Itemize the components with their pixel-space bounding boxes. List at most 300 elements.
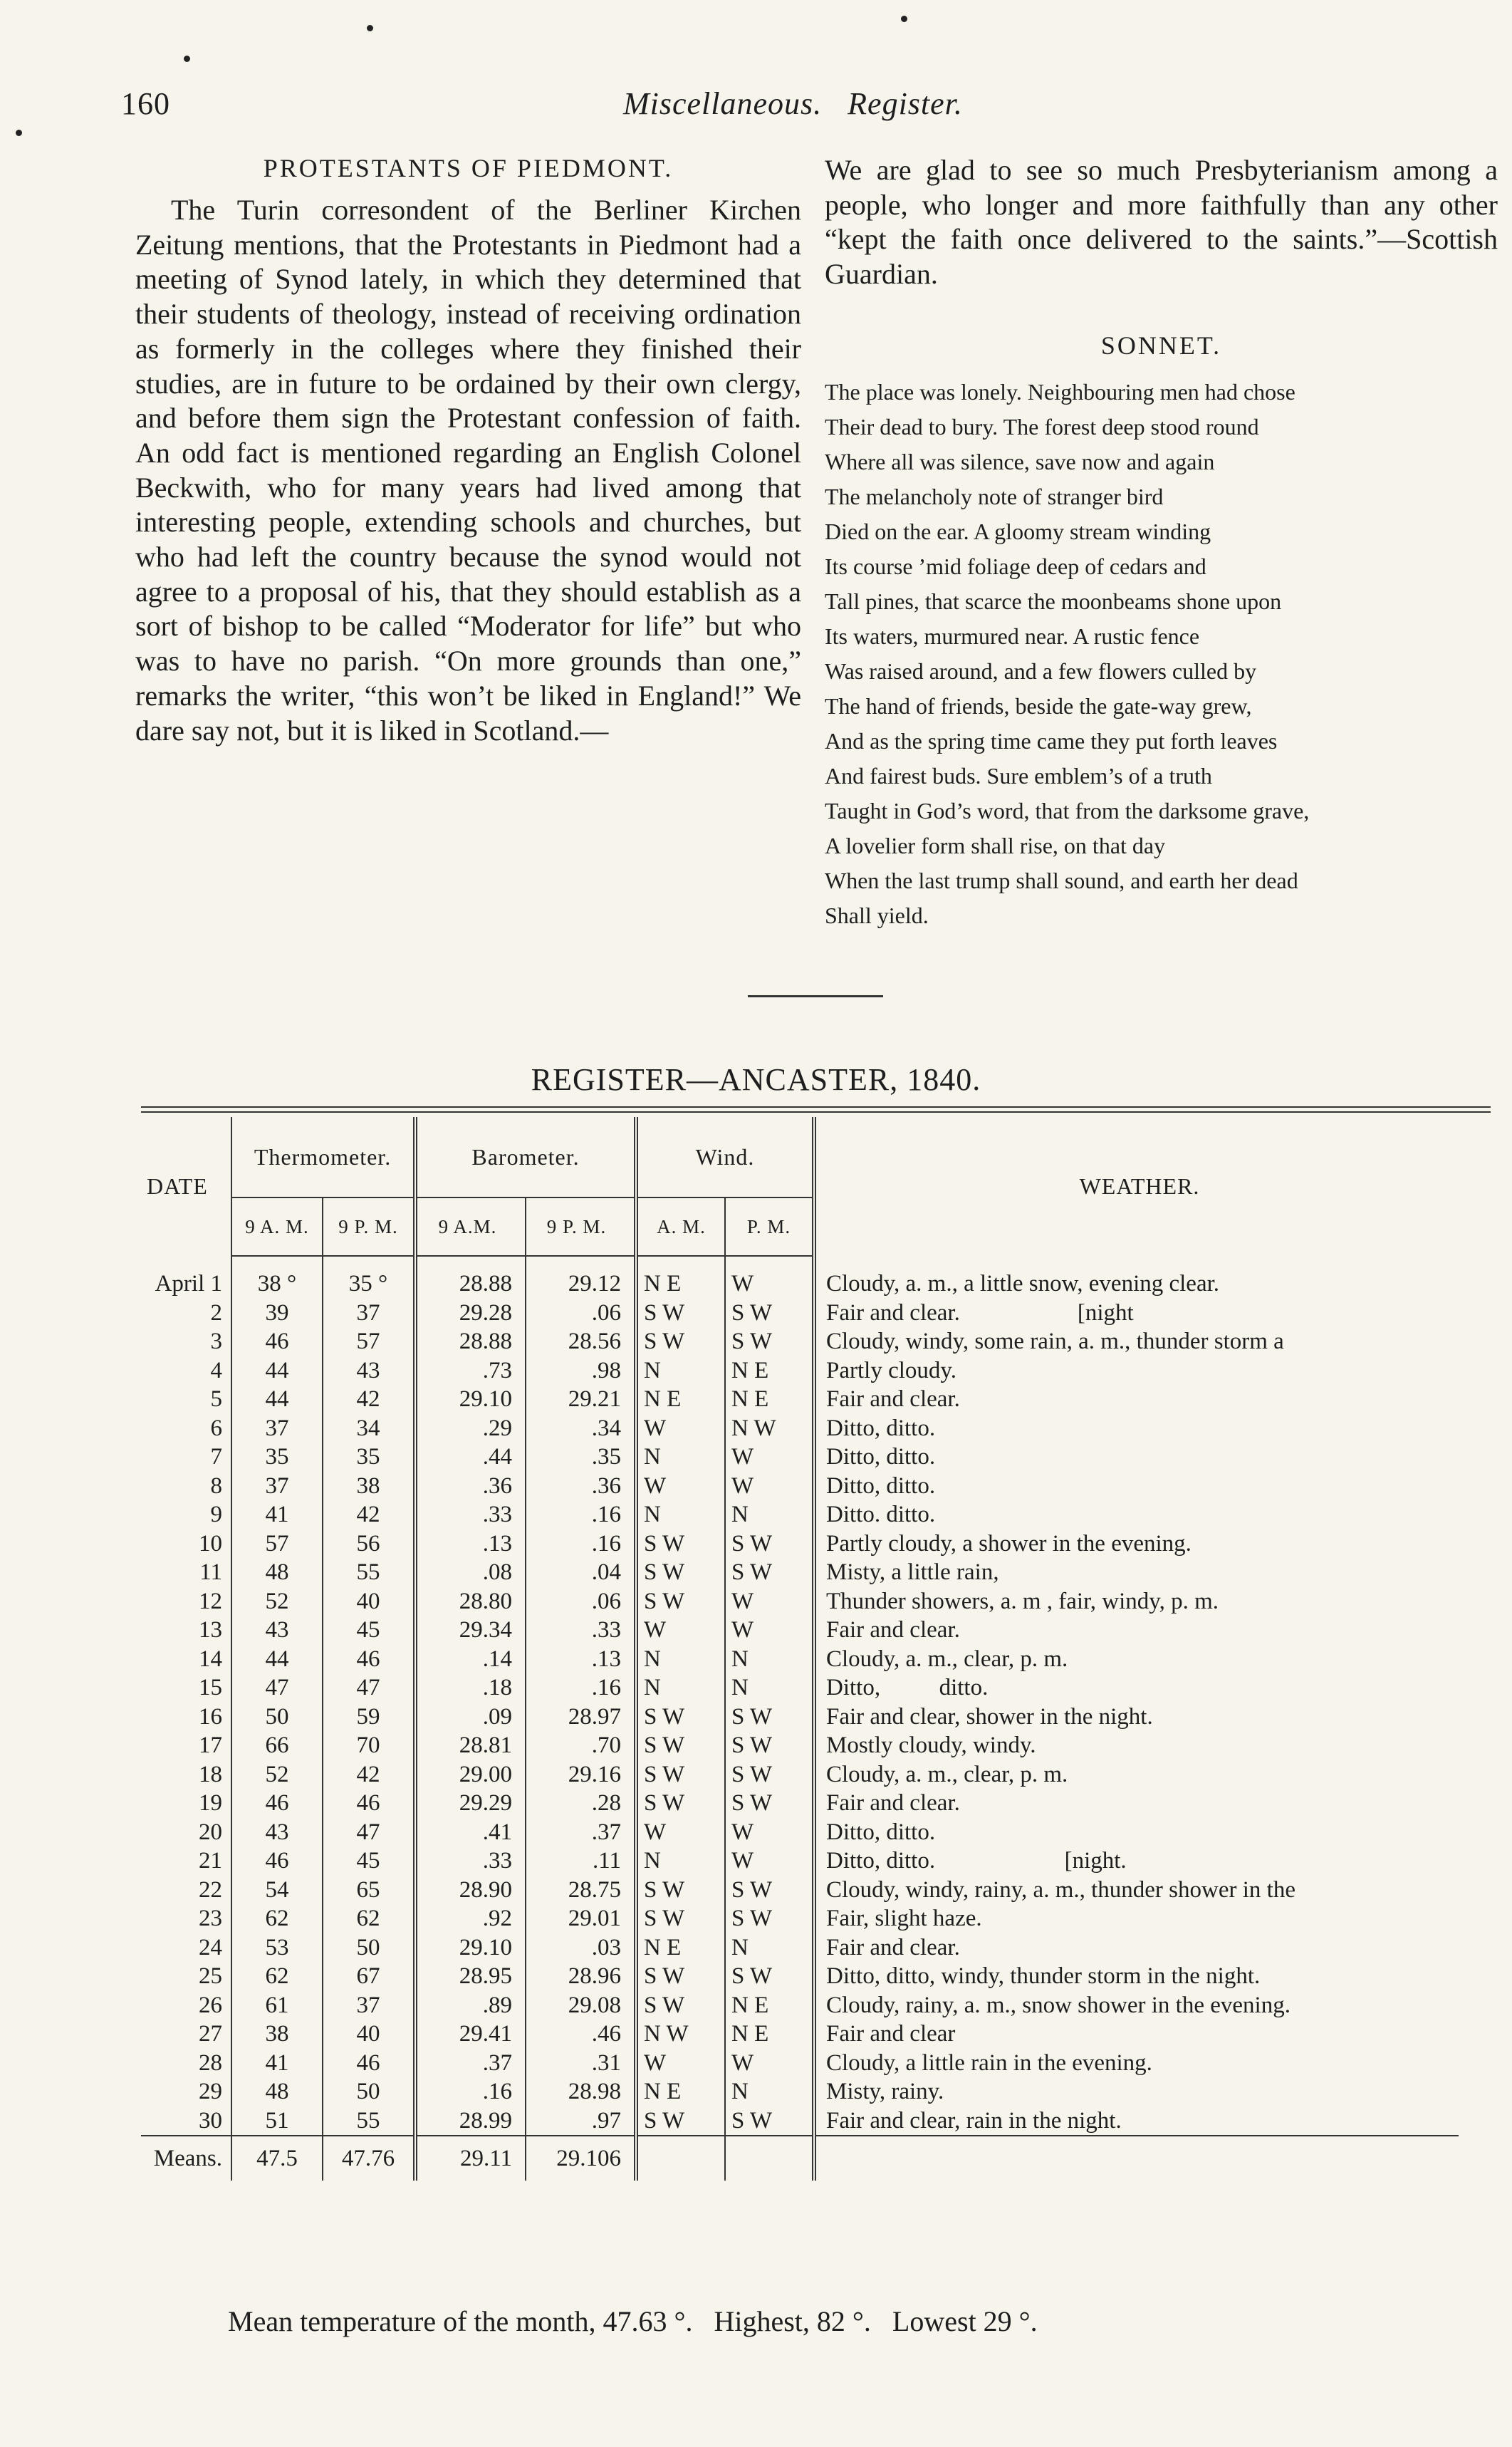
table-row — [141, 1500, 1459, 1529]
running-head-register: Register. — [848, 86, 963, 121]
row-wind-pm: N — [725, 1500, 814, 1529]
row-baro-pm: .37 — [526, 1818, 636, 1847]
row-date: 4 — [210, 1357, 222, 1383]
table-row — [141, 1962, 1459, 1991]
row-therm-am: 48 — [231, 2077, 323, 2106]
row-therm-pm: 55 — [323, 2106, 415, 2136]
row-baro-am: 29.34 — [415, 1616, 526, 1645]
row-baro-pm: .97 — [526, 2106, 636, 2136]
row-wind-pm: W — [725, 1256, 814, 1299]
row-wind-pm: W — [725, 1587, 814, 1616]
row-therm-am: 50 — [231, 1703, 323, 1732]
row-baro-pm: .31 — [526, 2049, 636, 2078]
row-therm-pm: 46 — [323, 1789, 415, 1818]
row-baro-pm: .33 — [526, 1616, 636, 1645]
table-row — [141, 1558, 1459, 1587]
row-therm-pm: 65 — [323, 1876, 415, 1905]
row-baro-pm: .70 — [526, 1731, 636, 1760]
row-date: 12 — [199, 1588, 222, 1614]
row-baro-pm: 29.21 — [526, 1385, 636, 1414]
sonnet-line: A lovelier form shall rise, on that day — [825, 832, 1166, 858]
row-weather: Partly cloudy. — [814, 1356, 1459, 1386]
sonnet-line: And fairest buds. Sure emblem’s of a truth — [825, 762, 1212, 789]
row-wind-am: S W — [636, 1327, 725, 1356]
row-baro-am: 28.81 — [415, 1731, 526, 1760]
row-therm-am: 52 — [231, 1760, 323, 1789]
page-header — [121, 85, 1496, 135]
row-weather: Cloudy, windy, some rain, a. m., thunder storm a — [814, 1327, 1459, 1356]
row-wind-am: S W — [636, 1904, 725, 1933]
row-weather: Cloudy, a little rain in the evening. — [814, 2049, 1459, 2078]
row-wind-am: S W — [636, 1587, 725, 1616]
row-wind-pm: S W — [725, 2106, 814, 2136]
row-date: 8 — [210, 1472, 222, 1499]
sonnet-line: Its waters, murmured near. A rustic fence — [825, 623, 1200, 649]
row-date: 26 — [199, 1992, 222, 2018]
row-baro-pm: .28 — [526, 1789, 636, 1818]
row-therm-pm: 70 — [323, 1731, 415, 1760]
row-therm-am: 48 — [231, 1558, 323, 1587]
row-wind-am: W — [636, 1818, 725, 1847]
row-wind-pm: N — [725, 1645, 814, 1674]
row-wind-am: N — [636, 1356, 725, 1386]
row-weather: Ditto, ditto, windy, thunder storm in the night. — [814, 1962, 1459, 1991]
row-therm-pm: 47 — [323, 1818, 415, 1847]
row-therm-pm: 37 — [323, 1299, 415, 1328]
lowest-temperature: Lowest 29 °. — [892, 2305, 1038, 2337]
article-paragraph-continued: We are glad to see so much Presbyterianism among a people, who longer and more faithfully than any other “kept the faith once delivered to the saints.”—Scottish Guardian. — [825, 154, 1498, 291]
row-wind-pm: S W — [725, 1876, 814, 1905]
row-weather: Fair and clear. — [814, 1933, 1459, 1963]
sonnet-body — [825, 375, 1498, 933]
table-row — [141, 1876, 1459, 1905]
sonnet-line: Was raised around, and a few flowers culled by — [825, 658, 1257, 684]
sonnet-line: Its course ’mid foliage deep of cedars and — [825, 553, 1206, 579]
row-baro-pm: .04 — [526, 1558, 636, 1587]
row-baro-am: .33 — [415, 1846, 526, 1876]
row-therm-am: 46 — [231, 1846, 323, 1876]
row-wind-am: N E — [636, 1256, 725, 1299]
table-row — [141, 1587, 1459, 1616]
table-row — [141, 1789, 1459, 1818]
article-paragraph: The Turin corresondent of the Berliner Kirchen Zeitung mentions, that the Protestants in Piedmont had a meeting of Synod lately, in which they determined that their students of theology, instead of receiving ordination as formerly in the colleges where they finished their studies, are in future to be ordained by their own clergy, and before them sign the Protestant confession of faith. An odd fact is mentioned regarding an English Colonel Beckwith, who for many years had lived among that interesting people, extending schools and churches, but who had left the country because the synod would not agree to a proposal of his, that they should establish as a sort of bishop to be called “Moderator for life” but who was to have no parish. “On more grounds than one,” remarks the writer, “this won’t be liked in England!” We dare say not, but it is liked in Scotland.— — [135, 194, 801, 747]
row-baro-am: .14 — [415, 1645, 526, 1674]
row-wind-am: S W — [636, 1789, 725, 1818]
row-wind-pm: S W — [725, 1703, 814, 1732]
row-weather: Cloudy, a. m., clear, p. m. — [814, 1645, 1459, 1674]
table-row — [141, 1731, 1459, 1760]
row-wind-am: S W — [636, 1760, 725, 1789]
print-speck — [367, 25, 373, 31]
sonnet-line: Taught in God’s word, that from the darksome grave, — [825, 797, 1310, 824]
row-wind-pm: W — [725, 1616, 814, 1645]
row-date: 20 — [199, 1819, 222, 1845]
sonnet-title: SONNET. — [1100, 331, 1222, 360]
row-wind-am: W — [636, 2049, 725, 2078]
row-therm-pm: 59 — [323, 1703, 415, 1732]
row-weather: Ditto, ditto. — [814, 1414, 1459, 1443]
row-therm-pm: 50 — [323, 2077, 415, 2106]
row-baro-am: 28.99 — [415, 2106, 526, 2136]
column-header-wind: Wind. — [636, 1117, 814, 1197]
row-baro-pm: 29.08 — [526, 1991, 636, 2020]
row-baro-am: 28.80 — [415, 1587, 526, 1616]
row-therm-am: 37 — [231, 1472, 323, 1501]
row-date: 24 — [199, 1934, 222, 1960]
row-baro-pm: 28.75 — [526, 1876, 636, 1905]
row-date: 18 — [199, 1761, 222, 1787]
table-row — [141, 1299, 1459, 1328]
row-date: 19 — [199, 1790, 222, 1816]
row-weather: Fair and clear, rain in the night. — [814, 2106, 1459, 2136]
row-date: 5 — [210, 1386, 222, 1412]
row-weather: Fair and clear. — [814, 1789, 1459, 1818]
row-wind-am: N W — [636, 2020, 725, 2049]
table-row — [141, 1256, 1459, 1299]
row-baro-pm: 28.56 — [526, 1327, 636, 1356]
row-date: 25 — [199, 1963, 222, 1989]
row-wind-pm: S W — [725, 1558, 814, 1587]
row-therm-am: 41 — [231, 1500, 323, 1529]
means-row — [141, 2136, 1459, 2181]
row-weather: Misty, rainy. — [814, 2077, 1459, 2106]
row-date: 29 — [199, 2079, 222, 2104]
row-date: 11 — [199, 1559, 222, 1585]
row-therm-pm: 40 — [323, 1587, 415, 1616]
sonnet-line: Shall yield. — [825, 902, 929, 928]
means-label: Means. — [141, 2136, 231, 2181]
register-top-rule — [141, 1106, 1491, 1113]
row-therm-pm: 38 — [323, 1472, 415, 1501]
row-wind-pm: N E — [725, 2020, 814, 2049]
row-date: 15 — [199, 1675, 222, 1700]
row-baro-am: .44 — [415, 1443, 526, 1472]
table-row — [141, 1529, 1459, 1559]
row-weather: Cloudy, a. m., clear, p. m. — [814, 1760, 1459, 1789]
row-baro-pm: .16 — [526, 1500, 636, 1529]
row-baro-pm: .36 — [526, 1472, 636, 1501]
row-wind-pm: S W — [725, 1760, 814, 1789]
row-baro-pm: .46 — [526, 2020, 636, 2049]
row-baro-am: .33 — [415, 1500, 526, 1529]
row-weather: Cloudy, windy, rainy, a. m., thunder shower in the — [814, 1876, 1459, 1905]
row-therm-am: 66 — [231, 1731, 323, 1760]
row-baro-am: 28.88 — [415, 1256, 526, 1299]
row-weather: Thunder showers, a. m , fair, windy, p. m. — [814, 1587, 1459, 1616]
row-wind-am: W — [636, 1414, 725, 1443]
sonnet-line: And as the spring time came they put forth leaves — [825, 727, 1278, 754]
row-therm-am: 62 — [231, 1962, 323, 1991]
row-therm-pm: 46 — [323, 2049, 415, 2078]
row-therm-am: 62 — [231, 1904, 323, 1933]
row-baro-pm: .11 — [526, 1846, 636, 1876]
row-wind-am: N — [636, 1443, 725, 1472]
row-baro-am: 28.95 — [415, 1962, 526, 1991]
row-wind-pm: W — [725, 1472, 814, 1501]
row-baro-pm: .06 — [526, 1299, 636, 1328]
row-therm-am: 46 — [231, 1789, 323, 1818]
row-baro-pm: .35 — [526, 1443, 636, 1472]
row-wind-am: N E — [636, 1933, 725, 1963]
row-wind-pm: N — [725, 1933, 814, 1963]
row-date: 22 — [199, 1876, 222, 1903]
table-row — [141, 1356, 1459, 1386]
row-weather: Ditto, ditto. — [814, 1443, 1459, 1472]
row-baro-pm: 28.96 — [526, 1962, 636, 1991]
means-baro-am: 29.11 — [415, 2136, 526, 2181]
table-row — [141, 1933, 1459, 1963]
row-therm-am: 35 — [231, 1443, 323, 1472]
row-baro-pm: .16 — [526, 1529, 636, 1559]
table-row — [141, 1818, 1459, 1847]
row-therm-am: 51 — [231, 2106, 323, 2136]
row-therm-am: 61 — [231, 1991, 323, 2020]
row-therm-am: 37 — [231, 1414, 323, 1443]
row-wind-pm: S W — [725, 1327, 814, 1356]
row-date: 6 — [210, 1415, 222, 1441]
row-baro-am: 29.10 — [415, 1385, 526, 1414]
row-baro-am: .37 — [415, 2049, 526, 2078]
column-header-thermometer: Thermometer. — [231, 1117, 415, 1197]
row-weather: Cloudy, a. m., a little snow, evening clear. — [814, 1256, 1459, 1299]
row-date: 21 — [199, 1848, 222, 1874]
row-baro-pm: 29.12 — [526, 1256, 636, 1299]
print-speck — [184, 56, 190, 62]
table-body — [141, 1256, 1459, 2181]
table-row — [141, 1645, 1459, 1674]
means-therm-pm: 47.76 — [323, 2136, 415, 2181]
sonnet-line: The hand of friends, beside the gate-way grew, — [825, 692, 1252, 719]
subheader-wind-pm: P. M. — [725, 1197, 814, 1256]
row-weather: Ditto, ditto. — [814, 1472, 1459, 1501]
table-row — [141, 1443, 1459, 1472]
row-therm-pm: 45 — [323, 1616, 415, 1645]
row-weather: Fair and clear, shower in the night. — [814, 1703, 1459, 1732]
row-therm-am: 57 — [231, 1529, 323, 1559]
weather-register-table — [141, 1117, 1459, 2181]
sonnet-line: Tall pines, that scarce the moonbeams shone upon — [825, 588, 1282, 614]
row-weather: Ditto, ditto. — [814, 1673, 1459, 1703]
row-baro-am: .29 — [415, 1414, 526, 1443]
row-wind-pm: W — [725, 1818, 814, 1847]
row-weather: Ditto, ditto. — [814, 1818, 1459, 1847]
row-wind-am: N — [636, 1645, 725, 1674]
row-baro-am: .89 — [415, 1991, 526, 2020]
row-therm-am: 43 — [231, 1616, 323, 1645]
row-baro-am: 28.88 — [415, 1327, 526, 1356]
row-therm-am: 38 ° — [231, 1256, 323, 1299]
means-wind-pm — [725, 2136, 814, 2181]
highest-temperature: Highest, 82 °. — [714, 2305, 871, 2337]
row-date: 30 — [199, 2107, 222, 2134]
row-date: 27 — [199, 2021, 222, 2047]
row-wind-am: N E — [636, 1385, 725, 1414]
row-therm-am: 53 — [231, 1933, 323, 1963]
row-weather: Partly cloudy, a shower in the evening. — [814, 1529, 1459, 1559]
row-wind-am: S W — [636, 1299, 725, 1328]
row-wind-am: S W — [636, 1703, 725, 1732]
column-header-date: DATE — [147, 1173, 208, 1199]
subheader-baro-am: 9 A.M. — [415, 1197, 526, 1256]
section-divider — [748, 995, 883, 997]
row-therm-pm: 45 — [323, 1846, 415, 1876]
row-therm-pm: 42 — [323, 1500, 415, 1529]
row-baro-pm: .34 — [526, 1414, 636, 1443]
table-header-row — [141, 1117, 1459, 1197]
row-therm-am: 44 — [231, 1356, 323, 1386]
row-wind-pm: W — [725, 2049, 814, 2078]
row-wind-pm: S W — [725, 1529, 814, 1559]
row-weather: Fair and clear. — [814, 1385, 1459, 1414]
row-wind-am: N — [636, 1673, 725, 1703]
row-baro-am: 29.00 — [415, 1760, 526, 1789]
row-wind-pm: N E — [725, 1356, 814, 1386]
row-date: 9 — [210, 1502, 222, 1527]
row-weather: Fair, slight haze. — [814, 1904, 1459, 1933]
row-therm-am: 41 — [231, 2049, 323, 2078]
table-row — [141, 2077, 1459, 2106]
row-baro-pm: .13 — [526, 1645, 636, 1674]
column-header-weather: WEATHER. — [814, 1117, 1459, 1256]
row-therm-am: 43 — [231, 1818, 323, 1847]
row-date: 10 — [199, 1530, 222, 1557]
row-baro-pm: 28.97 — [526, 1703, 636, 1732]
subheader-baro-pm: 9 P. M. — [526, 1197, 636, 1256]
row-weather: Ditto. ditto. — [814, 1500, 1459, 1529]
page-number: 160 — [121, 86, 170, 121]
row-wind-pm: W — [725, 1846, 814, 1876]
row-wind-am: S W — [636, 1529, 725, 1559]
row-wind-am: N — [636, 1846, 725, 1876]
row-wind-pm: N W — [725, 1414, 814, 1443]
row-date: 7 — [210, 1444, 222, 1470]
row-wind-am: S W — [636, 2106, 725, 2136]
row-baro-pm: 29.16 — [526, 1760, 636, 1789]
row-therm-pm: 56 — [323, 1529, 415, 1559]
register-title: REGISTER—ANCASTER, 1840. — [531, 1062, 981, 1097]
table-row — [141, 1673, 1459, 1703]
row-therm-pm: 55 — [323, 1558, 415, 1587]
row-therm-am: 52 — [231, 1587, 323, 1616]
row-baro-am: .36 — [415, 1472, 526, 1501]
table-row — [141, 1472, 1459, 1501]
table-row — [141, 1991, 1459, 2020]
row-baro-pm: .03 — [526, 1933, 636, 1963]
row-wind-am: N E — [636, 2077, 725, 2106]
row-date: 2 — [210, 1299, 222, 1326]
means-weather — [814, 2136, 1459, 2181]
row-baro-am: 28.90 — [415, 1876, 526, 1905]
row-date: 23 — [199, 1906, 222, 1931]
row-wind-am: N — [636, 1500, 725, 1529]
row-date: April 1 — [155, 1270, 222, 1297]
row-wind-am: W — [636, 1616, 725, 1645]
row-wind-pm: S W — [725, 1904, 814, 1933]
register-summary — [228, 2305, 1038, 2338]
row-wind-pm: N E — [725, 1991, 814, 2020]
row-baro-pm: 29.01 — [526, 1904, 636, 1933]
column-header-barometer: Barometer. — [415, 1117, 636, 1197]
table-row — [141, 1846, 1459, 1876]
row-wind-am: S W — [636, 1962, 725, 1991]
row-date: 3 — [210, 1329, 222, 1354]
row-baro-am: .13 — [415, 1529, 526, 1559]
running-head — [623, 85, 963, 122]
sonnet-line: Where all was silence, save now and again — [825, 448, 1215, 474]
row-wind-pm: S W — [725, 1789, 814, 1818]
row-therm-pm: 42 — [323, 1385, 415, 1414]
row-baro-am: .18 — [415, 1673, 526, 1703]
table-row — [141, 2020, 1459, 2049]
row-therm-pm: 62 — [323, 1904, 415, 1933]
row-therm-am: 44 — [231, 1385, 323, 1414]
row-therm-pm: 35 — [323, 1443, 415, 1472]
row-therm-am: 47 — [231, 1673, 323, 1703]
row-date: 17 — [199, 1732, 222, 1758]
row-baro-am: .08 — [415, 1558, 526, 1587]
table-row — [141, 2049, 1459, 2078]
row-therm-am: 39 — [231, 1299, 323, 1328]
table-row — [141, 1385, 1459, 1414]
row-wind-am: S W — [636, 1558, 725, 1587]
print-speck — [16, 130, 22, 136]
row-wind-am: S W — [636, 1991, 725, 2020]
running-head-section: Miscellaneous. — [623, 86, 823, 121]
row-therm-pm: 50 — [323, 1933, 415, 1963]
subheader-therm-am: 9 A. M. — [231, 1197, 323, 1256]
row-therm-pm: 37 — [323, 1991, 415, 2020]
row-wind-pm: S W — [725, 1962, 814, 1991]
row-therm-am: 38 — [231, 2020, 323, 2049]
subheader-therm-pm: 9 P. M. — [323, 1197, 415, 1256]
row-date: 13 — [199, 1617, 222, 1643]
row-wind-am: S W — [636, 1876, 725, 1905]
row-weather: Ditto, ditto. [night. — [814, 1846, 1459, 1876]
row-baro-am: .92 — [415, 1904, 526, 1933]
row-therm-am: 44 — [231, 1645, 323, 1674]
sonnet-line: When the last trump shall sound, and earth her dead — [825, 867, 1298, 893]
row-wind-pm: S W — [725, 1731, 814, 1760]
row-therm-pm: 47 — [323, 1673, 415, 1703]
table-row — [141, 1904, 1459, 1933]
row-weather: Fair and clear — [814, 2020, 1459, 2049]
right-column — [825, 153, 1498, 933]
row-therm-pm: 34 — [323, 1414, 415, 1443]
row-wind-pm: N — [725, 2077, 814, 2106]
row-wind-am: S W — [636, 1731, 725, 1760]
row-weather: Mostly cloudy, windy. — [814, 1731, 1459, 1760]
row-wind-pm: N — [725, 1673, 814, 1703]
means-baro-pm: 29.106 — [526, 2136, 636, 2181]
row-baro-pm: .06 — [526, 1587, 636, 1616]
row-baro-pm: 28.98 — [526, 2077, 636, 2106]
table-row — [141, 1760, 1459, 1789]
means-therm-am: 47.5 — [231, 2136, 323, 2181]
row-therm-pm: 57 — [323, 1327, 415, 1356]
row-baro-am: 29.41 — [415, 2020, 526, 2049]
row-baro-pm: .16 — [526, 1673, 636, 1703]
row-wind-pm: S W — [725, 1299, 814, 1328]
row-therm-pm: 35 ° — [323, 1256, 415, 1299]
row-date: 28 — [199, 2049, 222, 2076]
sonnet-line: The melancholy note of stranger bird — [825, 483, 1164, 509]
row-therm-pm: 46 — [323, 1645, 415, 1674]
sonnet-line: The place was lonely. Neighbouring men had chose — [825, 378, 1295, 405]
table-row — [141, 2106, 1459, 2136]
article-title: PROTESTANTS OF PIEDMONT. — [263, 154, 674, 182]
row-wind-pm: N E — [725, 1385, 814, 1414]
row-therm-am: 46 — [231, 1327, 323, 1356]
